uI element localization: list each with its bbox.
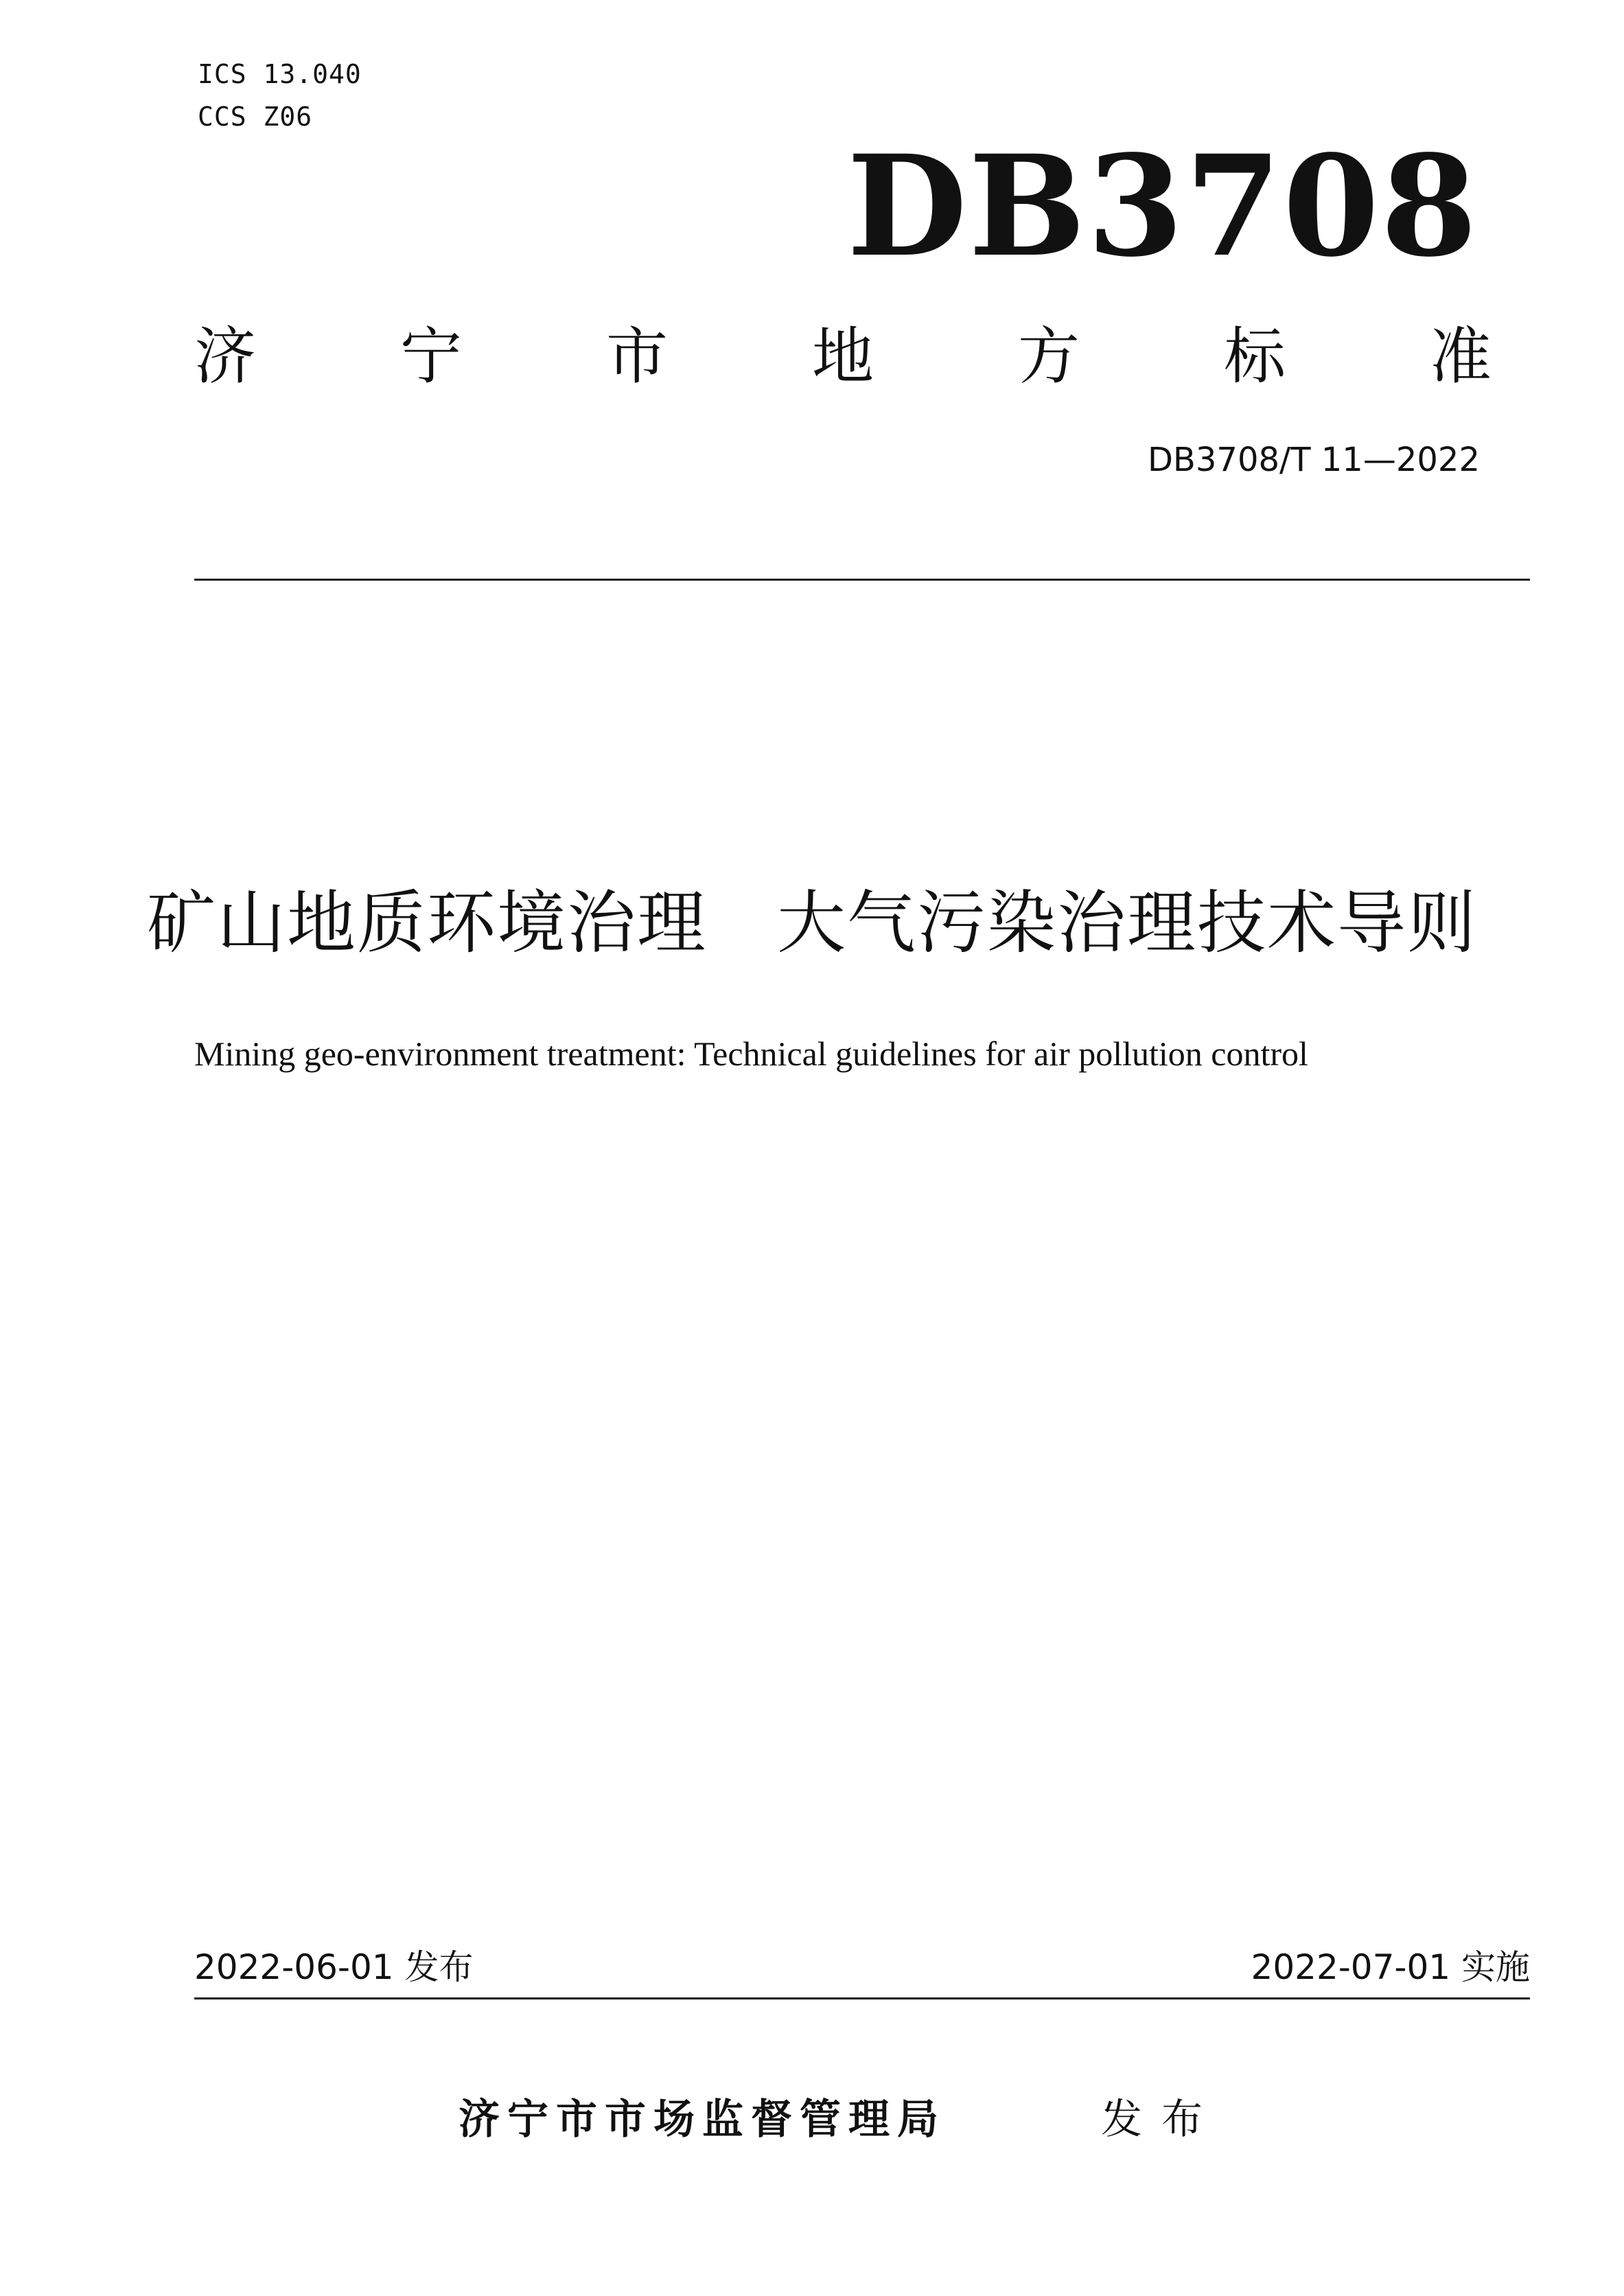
issuing-authority: 济宁市市场监督管理局 bbox=[459, 2096, 946, 2144]
implementation-date: 2022-07-01 实施 bbox=[1251, 1947, 1530, 1987]
ics-code: ICS 13.040 bbox=[198, 59, 362, 89]
issue-label: 发布 bbox=[1101, 2096, 1222, 2144]
ccs-code: CCS Z06 bbox=[198, 102, 313, 132]
standard-type-char: 标 bbox=[1224, 321, 1286, 393]
standard-type-char: 准 bbox=[1430, 321, 1492, 393]
footer-divider bbox=[194, 1997, 1530, 1999]
standard-type-heading bbox=[194, 319, 1492, 395]
header-divider bbox=[194, 579, 1530, 581]
publish-date: 2022-06-01 发布 bbox=[194, 1947, 474, 1987]
standard-type-char: 市 bbox=[606, 321, 668, 393]
title-english: Mining geo-environment treatment: Technical guidelines for air pollution control bbox=[194, 1034, 1308, 1073]
standard-code-logo: DB3708 bbox=[846, 124, 1478, 288]
standard-type-char: 地 bbox=[812, 321, 874, 393]
standard-type-char: 济 bbox=[194, 321, 256, 393]
title-chinese: 矿山地质环境治理 大气污染治理技术导则 bbox=[147, 883, 1477, 963]
standard-type-char: 宁 bbox=[400, 321, 462, 393]
standard-number: DB3708/T 11—2022 bbox=[1147, 441, 1480, 479]
standard-type-char: 方 bbox=[1018, 321, 1080, 393]
